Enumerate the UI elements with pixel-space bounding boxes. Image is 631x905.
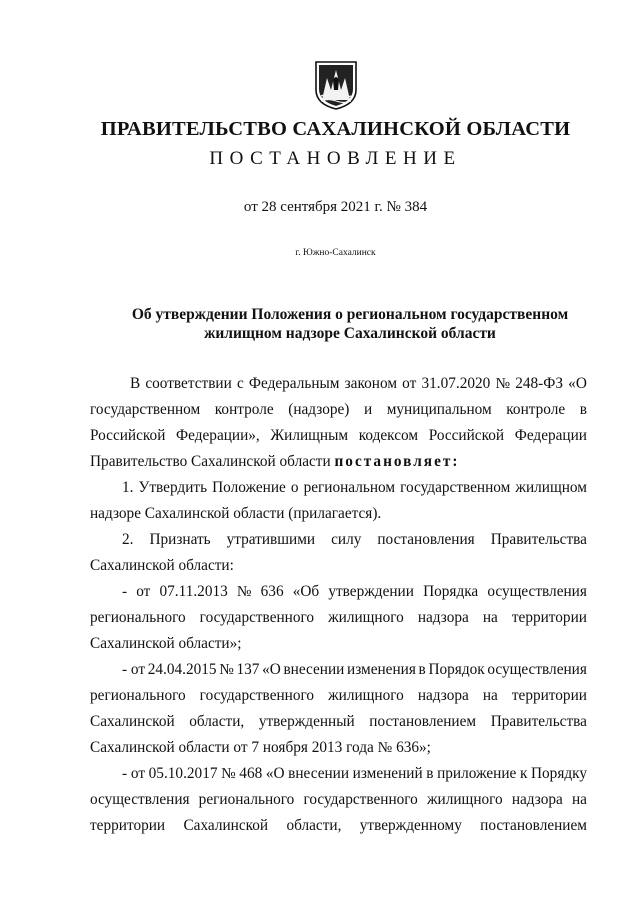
word: внесении bbox=[288, 765, 350, 782]
word: № bbox=[221, 765, 236, 782]
word: внесении bbox=[283, 661, 345, 678]
word: 636 bbox=[260, 583, 284, 600]
word: территории bbox=[511, 687, 587, 704]
word: 248-ФЗ bbox=[515, 375, 564, 392]
word: Федерации», bbox=[176, 427, 260, 444]
justified-line bbox=[90, 397, 587, 423]
word: осуществления bbox=[487, 661, 587, 678]
word: Признать bbox=[149, 531, 211, 548]
word: государственном bbox=[400, 479, 511, 496]
word: территории bbox=[511, 609, 587, 626]
word: на bbox=[482, 609, 498, 626]
word: постановления bbox=[377, 531, 475, 548]
word: Сахалинской bbox=[183, 817, 269, 834]
word: на bbox=[571, 791, 587, 808]
word: Российской bbox=[90, 427, 166, 444]
word: № bbox=[495, 375, 511, 392]
sakhalin-coat-of-arms-icon bbox=[313, 60, 359, 110]
word: соответствии bbox=[145, 375, 232, 392]
organization-name: ПРАВИТЕЛЬСТВО САХАЛИНСКОЙ ОБЛАСТИ bbox=[100, 118, 571, 140]
word: 2. bbox=[122, 531, 134, 548]
resolution-line bbox=[90, 449, 587, 475]
word: в bbox=[418, 661, 426, 678]
word: жилищного bbox=[426, 791, 503, 808]
word: № bbox=[219, 661, 234, 678]
word: в bbox=[579, 401, 587, 418]
word: Правительства bbox=[490, 531, 587, 548]
word: регионального bbox=[90, 609, 186, 626]
word: «О bbox=[265, 765, 285, 782]
title-line-2: жилищном надзоре Сахалинской области bbox=[204, 325, 496, 342]
document-type: ПОСТАНОВЛЕНИЕ bbox=[209, 148, 462, 169]
word: государственного bbox=[303, 791, 418, 808]
word: региональном bbox=[303, 479, 396, 496]
word: Жилищным bbox=[270, 427, 349, 444]
word: кодексом bbox=[358, 427, 419, 444]
document-title bbox=[120, 305, 580, 343]
word: приложение bbox=[437, 765, 517, 782]
word: в bbox=[426, 765, 434, 782]
repealed-item-1 bbox=[90, 579, 587, 657]
word: осуществления bbox=[487, 583, 587, 600]
word: надзора bbox=[417, 687, 469, 704]
repealed-item-3 bbox=[90, 761, 587, 839]
word: Порядка bbox=[423, 583, 479, 600]
word: жилищного bbox=[328, 609, 404, 626]
word: (надзоре) bbox=[288, 401, 350, 418]
word: утратившими bbox=[226, 531, 316, 548]
word: контроле bbox=[506, 401, 566, 418]
word: с bbox=[236, 375, 244, 392]
word: регионального bbox=[90, 687, 186, 704]
preamble-paragraph bbox=[90, 371, 587, 475]
justified-line bbox=[90, 527, 587, 553]
word: Правительства bbox=[490, 713, 587, 730]
word: 1. bbox=[122, 479, 134, 496]
document-date-number: от 28 сентября 2021 г. № 384 bbox=[243, 199, 428, 215]
clause-2-end: Сахалинской области: bbox=[90, 557, 234, 574]
word: силу bbox=[331, 531, 362, 548]
word: территории bbox=[90, 817, 166, 834]
document-city: г. Южно-Сахалинск bbox=[295, 248, 376, 258]
word: - от bbox=[122, 765, 146, 782]
word: Сахалинской bbox=[90, 713, 175, 730]
word: - bbox=[122, 583, 128, 600]
word: о bbox=[290, 479, 299, 496]
clause-1 bbox=[90, 475, 587, 527]
word: от bbox=[136, 583, 151, 600]
word: 31.07.2020 bbox=[421, 375, 491, 392]
word: Федерации bbox=[514, 427, 587, 444]
word: регионального bbox=[198, 791, 295, 808]
word: утверждении bbox=[328, 583, 414, 600]
word: Федеральным bbox=[248, 375, 340, 392]
word: Утвердить bbox=[138, 479, 208, 496]
title-line-1: Об утверждении Положения о региональном государственном bbox=[131, 306, 569, 323]
justified-line bbox=[90, 813, 587, 839]
word: государственном bbox=[90, 401, 201, 418]
clause-1-end: надзоре Сахалинской области (прилагается). bbox=[90, 505, 382, 522]
word: Порядок bbox=[428, 661, 485, 678]
word: 05.10.2017 bbox=[148, 765, 218, 782]
word: В bbox=[130, 375, 141, 392]
word: осуществления bbox=[90, 791, 190, 808]
word: жилищном bbox=[515, 479, 587, 496]
word: контроле bbox=[214, 401, 274, 418]
word: надзора bbox=[511, 791, 563, 808]
justified-line bbox=[90, 683, 587, 709]
justified-line bbox=[90, 371, 587, 397]
justified-line bbox=[90, 605, 587, 631]
word: «Об bbox=[292, 583, 320, 600]
word: изменений bbox=[352, 765, 423, 782]
resolution-text: Правительство Сахалинской области bbox=[90, 453, 335, 470]
word: 468 bbox=[239, 765, 263, 782]
word: 24.04.2015 bbox=[147, 661, 217, 678]
word: постановлением bbox=[480, 817, 587, 834]
word: государственного bbox=[199, 609, 315, 626]
resolution-keyword: постановляет: bbox=[334, 453, 460, 470]
justified-line bbox=[90, 709, 587, 735]
word: 137 bbox=[236, 661, 260, 678]
justified-line bbox=[90, 761, 587, 787]
word: муниципальном bbox=[386, 401, 492, 418]
word: изменения bbox=[347, 661, 416, 678]
word: и bbox=[363, 401, 373, 418]
clause-2 bbox=[90, 527, 587, 579]
justified-line bbox=[90, 657, 587, 683]
word: № bbox=[236, 583, 252, 600]
word: надзора bbox=[417, 609, 469, 626]
word: области, bbox=[286, 817, 342, 834]
justified-line bbox=[90, 475, 587, 501]
word: - от bbox=[122, 661, 146, 678]
word: постановлением bbox=[369, 713, 477, 730]
word: к bbox=[519, 765, 528, 782]
repealed-item-1-end: Сахалинской области»; bbox=[90, 635, 242, 652]
justified-line bbox=[90, 787, 587, 813]
word: 07.11.2013 bbox=[159, 583, 228, 600]
justified-line bbox=[90, 423, 587, 449]
word: области, bbox=[189, 713, 245, 730]
word: жилищного bbox=[328, 687, 404, 704]
word: от bbox=[402, 375, 417, 392]
word: «О bbox=[262, 661, 281, 678]
word: Положение bbox=[212, 479, 286, 496]
word: «О bbox=[568, 375, 587, 392]
word: на bbox=[482, 687, 498, 704]
document-body bbox=[90, 371, 587, 839]
word: Российской bbox=[428, 427, 505, 444]
word: государственного bbox=[199, 687, 315, 704]
repealed-item-2 bbox=[90, 657, 587, 761]
word: утвержденному bbox=[359, 817, 462, 834]
word: утвержденный bbox=[258, 713, 355, 730]
justified-line bbox=[90, 579, 587, 605]
repealed-item-2-end: Сахалинской области от 7 ноября 2013 года № 636»; bbox=[90, 739, 431, 756]
word: законом bbox=[344, 375, 397, 392]
word: Порядку bbox=[530, 765, 587, 782]
